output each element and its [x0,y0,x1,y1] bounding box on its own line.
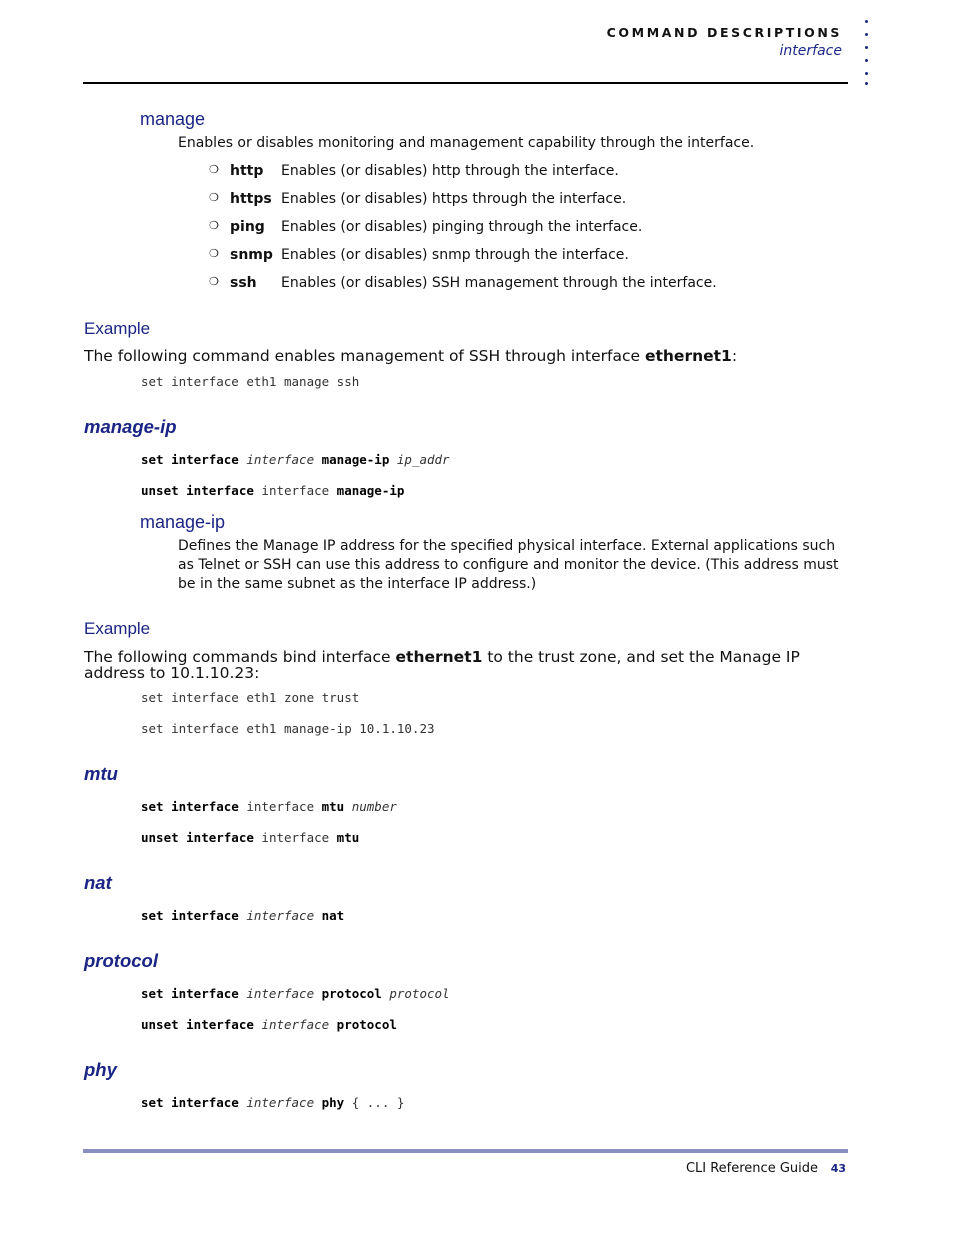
option-description: Enables (or disables) https through the interface. [281,191,627,207]
syntax-variable: interface [261,1017,330,1032]
syntax-line [141,799,397,814]
option-key: ping [230,219,265,235]
syntax-variable: number [351,799,397,814]
list-item [209,191,809,211]
option-key: http [230,163,264,179]
option-description: Enables (or disables) pinging through the interface. [281,219,643,235]
param-heading-manage: manage [140,109,206,129]
option-description: Enables (or disables) snmp through the interface. [281,247,629,263]
syntax-keyword: set interface [141,1095,247,1110]
syntax-variable: interface [246,799,315,814]
example-code: set interface eth1 manage-ip 10.1.10.23 [141,721,435,736]
syntax-variable: interface [246,986,315,1001]
example-paragraph [84,348,844,364]
section-heading-nat: nat [84,872,112,893]
syntax-variable: ip_addr [396,452,450,467]
header-rule [83,82,848,84]
syntax-keyword: set interface [141,452,247,467]
running-header-subtitle: interface [779,43,842,59]
manage-description: Enables or disables monitoring and management capability through the interface. [178,135,755,151]
example-text: The following command enables management of SSH through interface [84,347,645,365]
syntax-keyword: set interface [141,908,247,923]
syntax-keyword: set interface [141,799,247,814]
syntax-line [141,452,450,467]
syntax-variable: interface [246,452,315,467]
list-item [209,247,809,267]
syntax-line [141,986,450,1001]
syntax-keyword: unset interface [141,830,262,845]
bullet-icon: ❍ [209,219,219,232]
example-interface-name: ethernet1 [395,648,483,666]
syntax-variable: interface [246,1095,315,1110]
bullet-icon: ❍ [209,163,219,176]
syntax-line [141,483,404,498]
example-heading: Example [84,619,151,638]
param-heading-manage-ip: manage-ip [140,512,226,532]
syntax-keyword: manage-ip [329,483,405,498]
syntax-keyword: nat [314,908,345,923]
section-heading-protocol: protocol [84,950,158,971]
section-heading-mtu: mtu [84,763,118,784]
syntax-keyword: unset interface [141,483,262,498]
list-item [209,163,809,183]
syntax-variable: interface [261,830,330,845]
syntax-variable: interface [261,483,330,498]
syntax-variable: { ... } [351,1095,405,1110]
section-heading-manage-ip: manage-ip [84,416,177,437]
bullet-icon: ❍ [209,247,219,260]
example-code: set interface eth1 zone trust [141,690,360,705]
syntax-variable: protocol [389,986,450,1001]
syntax-line [141,830,359,845]
syntax-keyword: protocol [329,1017,397,1032]
example-text: to the trust zone, and set the Manage IP address to 10.1.10.23: [84,648,800,682]
example-heading: Example [84,319,151,338]
example-code: set interface eth1 manage ssh [141,374,360,389]
example-text: : [731,347,738,365]
syntax-keyword: mtu [329,830,360,845]
page-number: 43 [830,1162,846,1175]
footer-guide-title: CLI Reference Guide [685,1161,818,1176]
option-key: https [230,191,272,207]
bullet-icon: ❍ [209,275,219,288]
footer-rule [83,1149,848,1153]
list-item [209,219,809,239]
syntax-line [141,1017,397,1032]
section-heading-phy: phy [84,1059,117,1080]
option-description: Enables (or disables) SSH management through the interface. [281,275,717,291]
option-description: Enables (or disables) http through the interface. [281,163,619,179]
syntax-keyword: unset interface [141,1017,262,1032]
example-paragraph [84,649,824,681]
running-header-title: COMMAND DESCRIPTIONS [606,25,842,40]
option-key: snmp [230,247,273,263]
syntax-keyword: manage-ip [314,452,397,467]
syntax-line [141,908,344,923]
bullet-icon: ❍ [209,191,219,204]
syntax-keyword: protocol [314,986,390,1001]
list-item [209,275,809,295]
syntax-keyword: phy [314,1095,352,1110]
syntax-keyword: mtu [314,799,352,814]
syntax-line [141,1095,404,1110]
syntax-variable: interface [246,908,315,923]
example-interface-name: ethernet1 [644,347,732,365]
manage-ip-description: Defines the Manage IP address for the specified physical interface. External applications such as Telnet or SSH can use this address to configure and monitor the device. (This address must be in the same subnet as the interface IP address.) [178,538,839,592]
syntax-keyword: set interface [141,986,247,1001]
example-text: The following commands bind interface [84,648,396,666]
option-key: ssh [230,275,257,291]
